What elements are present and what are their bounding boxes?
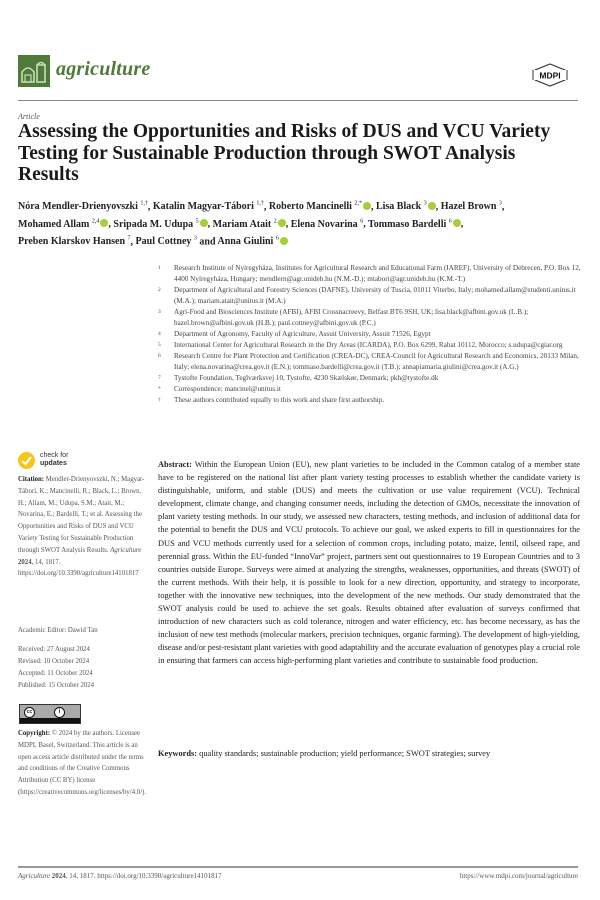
cc-by-license-badge[interactable] — [19, 704, 81, 724]
author-affiliation-sup: 6 — [448, 218, 452, 225]
affiliation-item — [158, 307, 588, 329]
orcid-icon[interactable] — [278, 219, 286, 227]
abstract-label: Abstract: — [158, 460, 192, 469]
copyright-label: Copyright: — [18, 730, 51, 737]
author-affiliation-sup: 2 — [273, 218, 277, 225]
author-name: Mariam Atait — [212, 218, 274, 230]
keywords-text: quality standards; sustainable production; yield performance; SWOT strategies; survey — [199, 749, 491, 758]
affiliation-text: Tystofte Foundation, Teglværksvej 10, Tystofte, 4230 Skælskør, Denmark; pkh@tystofte.dk — [174, 374, 439, 382]
author-name: Anna Giulini — [217, 235, 276, 247]
author-affiliation-sup: 2,4 — [91, 218, 100, 225]
author-affiliation-sup: 7 — [127, 235, 131, 242]
affiliation-item — [158, 263, 588, 285]
footer-journal-url[interactable]: https://www.mdpi.com/journal/agriculture — [459, 872, 578, 880]
affiliation-number: 4 — [158, 331, 161, 337]
attribution-icon: i — [54, 707, 65, 718]
author[interactable] — [18, 201, 148, 212]
barn-icon — [18, 55, 50, 87]
author-name: Preben Klarskov Hansen — [18, 235, 128, 247]
footer-doi[interactable]: , 14, 1817. https://doi.org/10.3390/agriculture14101817 — [65, 872, 222, 880]
author-affiliation-sup: 1,† — [256, 201, 264, 207]
check-for-updates-label[interactable] — [40, 452, 68, 468]
affiliation-item — [158, 329, 588, 340]
affiliation-item — [158, 285, 588, 307]
mdpi-logo-text: MDPI — [539, 70, 561, 81]
author[interactable] — [113, 219, 207, 230]
checkmark-icon — [18, 452, 35, 469]
author-affiliation-sup: 3 — [193, 235, 197, 242]
article-type: Article — [18, 112, 40, 121]
affiliation-number: 3 — [158, 309, 161, 315]
affiliation-item — [158, 373, 588, 384]
author-affiliation-sup: 3 — [423, 201, 427, 207]
author-name: Sripada M. Udupa — [113, 218, 196, 230]
check-updates-line2: updates — [40, 460, 67, 467]
citation-journal: Agriculture — [110, 546, 142, 554]
author-name: Nóra Mendler-Drienyovszki — [18, 201, 141, 213]
affiliation-text: These authors contributed equally to this work and share first authorship. — [174, 396, 385, 404]
footer-journal: Agriculture — [18, 872, 51, 880]
affiliation-number: 1 — [158, 265, 161, 271]
author-name: Elena Novarina — [290, 218, 361, 230]
orcid-icon[interactable] — [200, 219, 208, 227]
abstract-text: Within the European Union (EU), new plant varieties to be included in the Common catalog of a member state have to be registered on the national list after plant variety testing processes to establish whether the candidate variety is distinguishable, uniform, and stable (DUS) and meets the cultivation or use value requirement (VCU). Technical development, climate change, and changing consumer needs, including the detection of GMOs, necessitate the innovation of plant variety testing methods. In our study, we assessed new characters, testing methods, and inclusion of additional data for the potential to benefit the DUS and VCU protocols. To achieve our goal, we asked experts to fill in questionnaires for the DUS and VCU methods currently used for a selection of common crops, including potato, maize, lentil, oilseed rape, and perennial grass. Within the EU-funded “InnoVar” project, partners sent out questionnaires to 19 European Countries and to 3 countries outside Europe. Surveys were aimed at analyzing the strengths, weaknesses, opportunities, and threats (SWOT) of the current methods. With their help, it is possible to look for a new direction, opportunity, and strategy to incorporate, together with the innovative new techniques, into the development of the new methods. Our study demonstrated that the SWOT analysis could be used to achieve the set goals. Results obtained after evaluation of surveys confirmed that introduction of new characters such as cold tolerance, nitrogen and water efficiency, etc. has become necessary, as has the inclusion of new test methods (molecular markers, precision techniques, organic farming). The development of high-yielding, disease and/or pest-resistant plant varieties with good adaptability and the accurate evaluation of genotypes play a crucial role in ensuring that farmers can access high-performing plant varieties and contribute to sustainable food production. — [158, 460, 580, 666]
author-name: Roberto Mancinelli — [268, 201, 355, 213]
affiliation-number: 6 — [158, 353, 161, 359]
author[interactable] — [136, 236, 197, 247]
keywords — [158, 749, 580, 758]
accepted-date: Accepted: 11 October 2024 — [18, 670, 93, 677]
author[interactable] — [441, 201, 502, 212]
mdpi-logo — [531, 63, 569, 85]
footer-citation — [18, 872, 222, 880]
citation-label: Citation: — [18, 476, 45, 483]
affiliation-number: 2 — [158, 287, 161, 293]
author[interactable] — [217, 236, 287, 247]
author[interactable] — [291, 219, 363, 230]
orcid-icon[interactable] — [363, 202, 371, 210]
author-name: Tommaso Bardelli — [368, 218, 449, 230]
author[interactable] — [376, 201, 436, 212]
affiliations — [158, 263, 588, 406]
author[interactable] — [269, 201, 371, 212]
citation — [18, 474, 148, 580]
author-name: Lisa Black — [375, 201, 424, 213]
author-name: Hazel Brown — [440, 201, 499, 213]
author-affiliation-sup: 1,† — [140, 201, 148, 207]
header-divider — [18, 100, 578, 101]
affiliation-item — [158, 395, 588, 406]
affiliation-text: Department of Agricultural and Forestry Sciences (DAFNE), University of Tuscia, 01011 Viterbo, Italy; mohamed.allam@studenti.unitus.it (M.A.); mariam.atait@unitus.it (M.A.) — [174, 286, 576, 305]
author-name: Katalin Magyar-Tábori — [152, 201, 257, 213]
orcid-icon[interactable] — [280, 237, 288, 245]
affiliation-text: Department of Agronomy, Faculty of Agriculture, Assuit University, Assuit 71526, Egypt — [174, 330, 431, 338]
author-name: Paul Cottney — [135, 235, 194, 247]
article-title: Assessing the Opportunities and Risks of DUS and VCU Variety Testing for Sustainable Production through SWOT Analysis Results — [18, 121, 551, 185]
orcid-icon[interactable] — [428, 202, 436, 210]
copyright — [18, 728, 148, 799]
academic-editor: Academic Editor: Dawid Tan — [18, 627, 98, 634]
author-affiliation-sup: 6 — [275, 235, 279, 242]
author[interactable] — [213, 219, 286, 230]
journal-logo — [18, 55, 50, 87]
author[interactable] — [18, 236, 131, 247]
author[interactable] — [18, 219, 108, 230]
author[interactable] — [368, 219, 461, 230]
footer-divider — [18, 866, 578, 868]
abstract — [158, 458, 580, 668]
orcid-icon[interactable] — [100, 219, 108, 227]
author-name: Mohamed Allam — [18, 218, 92, 230]
affiliation-item — [158, 384, 588, 395]
affiliation-text: Research Centre for Plant Protection and Certification (CREA-DC), CREA-Council for Agricultural Research and Economics, 20133 Milan, Italy; elena.novarina@crea.gov.it (E.N.); tommaso.bardelli@crea.gov.it (T.B.); annapiamaria.giulini@crea.gov.it (A.G.) — [174, 352, 579, 371]
revised-date: Revised: 10 October 2024 — [18, 658, 90, 665]
orcid-icon[interactable] — [453, 219, 461, 227]
check-updates-line1: check for — [40, 452, 69, 459]
copyright-text: © 2024 by the authors. Licensee MDPI, Basel, Switzerland. This article is an open access article distributed under the terms and conditions of the Creative Commons Attribution (CC BY) license (https://creativecommons.org/licenses/by/4.0/). — [18, 730, 147, 796]
published-date: Published: 15 October 2024 — [18, 682, 95, 689]
author-affiliation-sup: 2,* — [354, 201, 362, 207]
keywords-label: Keywords: — [158, 749, 198, 758]
author-affiliation-sup: 5 — [195, 218, 199, 225]
cc-icon: cc — [24, 707, 35, 718]
affiliation-text: Agri-Food and Biosciences Institute (AFBI), AFBI Crossnacreevy, Belfast BT6 9SH, UK; lisa.black@afbini.gov.uk (L.B.); hazel.brown@afbini.gov.uk (H.B.); paul.cottney@afbini.gov.uk (P.C.) — [174, 308, 529, 327]
affiliation-text: International Center for Agricultural Research in the Dry Areas (ICARDA), P.O. Box 6299, Rabat 10112, Morocco; s.udupa@cgiar.org — [174, 341, 563, 349]
received-date: Received: 27 August 2024 — [18, 646, 90, 653]
affiliation-number: 5 — [158, 342, 161, 348]
footer-year: 2024 — [51, 872, 66, 880]
author[interactable] — [153, 201, 264, 212]
affiliation-number: 7 — [158, 375, 161, 381]
check-for-updates-button[interactable] — [18, 452, 35, 469]
citation-year: 2024 — [18, 558, 32, 566]
affiliation-item — [158, 340, 588, 351]
affiliation-text: Correspondence: mancinel@unitus.it — [174, 385, 281, 393]
author-affiliation-sup: 6 — [360, 218, 364, 225]
author-list: Nóra Mendler-Drienyovszki $^{1,\dagger}$, Katalin Magyar-Tábori $^{1,\dagger}$, Roberto Mancinelli $^{2,*}$ , Lisa Black $^3$ , Hazel Brown $^3$, Mohamed Allam $^{2,4}$ , Sripada M. Udupa $^5$ , Mariam Atait $^2$ , Elena Novarina $^6$, Tommaso Bardelli $^6$ , Preben Klarskov Hansen $^7$, Paul Cottney $^3$ and Anna Giulini $^6$ — [18, 201, 505, 247]
citation-doi[interactable]: , 14, 1817. https://doi.org/10.3390/agriculture14101817 — [18, 558, 139, 578]
affiliation-number: * — [158, 386, 161, 392]
author-affiliation-sup: 3 — [498, 201, 502, 207]
affiliation-text: Research Institute of Nyíregyháza, Institutes for Agricultural Research and Educational Farm (IAREF), University of Debrecen, P.O. Box 12, 4400 Nyíregyháza, Hungary; mendlern@agr.unideb.hu (N.M.-D.); mtabori@agr.unideb.hu (K.M.-T.) — [174, 264, 581, 283]
citation-text: Mendler-Drienyovszki, N.; Magyar-Tábori, K.; Mancinelli, R.; Black, L.; Brown, H.; Allam, M.; Udupa, S.M.; Atait, M.; Novarina, E.; Bardelli, T.; et al. Assessing the Opportunities and Risks of DUS and VCU Variety Testing for Sustainable Production through SWOT Analysis Results. — [18, 476, 145, 554]
journal-name: agriculture — [56, 58, 151, 80]
by-label-bar — [20, 718, 80, 723]
affiliation-number: † — [158, 397, 161, 403]
affiliation-item — [158, 351, 588, 373]
